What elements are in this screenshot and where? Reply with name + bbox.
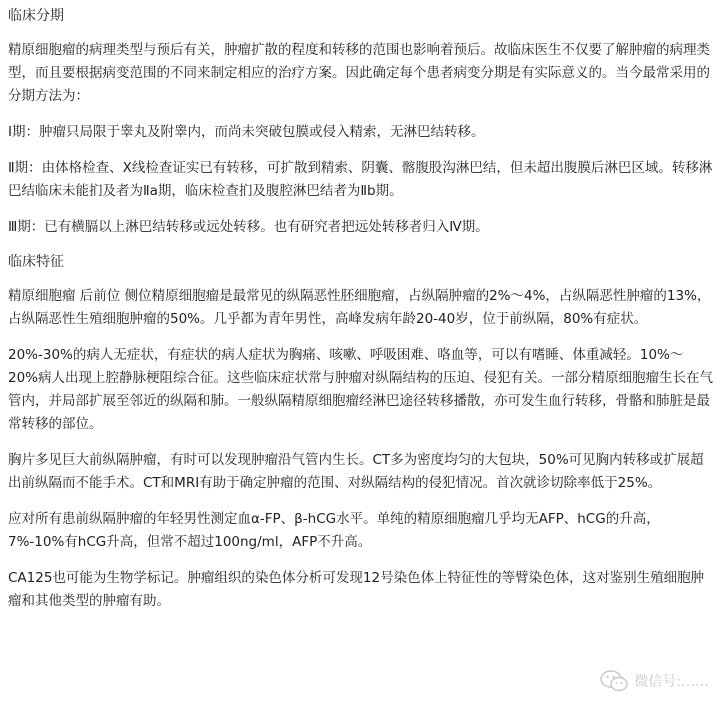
- features-paragraph-3: 胸片多见巨大前纵隔肿瘤，有时可以发现肿瘤沿气管内生长。CT多为密度均匀的大包块，50%可见胸内转移或扩展超出前纵隔而不能手术。CT和MRI有助于确定肿瘤的范围、对纵隔结构的侵犯情况。首次就诊切除率低于25%。: [8, 452, 704, 491]
- features-paragraph-5: CA125也可能为生物学标记。肿瘤组织的染色体分析可发现12号染色体上特征性的等臂染色体，这对鉴别生殖细胞肿瘤和其他类型的肿瘤有助。: [8, 570, 705, 609]
- watermark-text: 微信号:……: [634, 674, 709, 690]
- features-paragraph-4: 应对所有患前纵隔肿瘤的年轻男性测定血α-FP、β-hCG水平。单纯的精原细胞瘤几乎均无AFP、hCG的升高，7%-10%有hCG升高，但常不超过100ng/ml，AFP不升高。: [8, 511, 660, 550]
- stage-2-paragraph: Ⅱ期：由体格检查、X线检查证实已有转移，可扩散到精索、阴囊、髂腹股沟淋巴结，但未超出腹膜后淋巴区域。转移淋巴结临床未能扪及者为Ⅱa期，临床检查扪及腹腔淋巴结者为Ⅱb期。: [8, 160, 713, 199]
- section-title-clinical-features: 临床特征: [8, 254, 64, 270]
- features-paragraph-2: 20%-30%的病人无症状，有症状的病人症状为胸痛、咳嗽、呼吸困难、咯血等，可以有嗜睡、体重减轻。10%～20%病人出现上腔静脉梗阻综合征。这些临床症状常与肿瘤对纵隔结构的压迫、侵犯有关。一部分精原细胞瘤生长在气管内，并局部扩展至邻近的纵隔和肺。一般纵隔精原细胞瘤经淋巴途径转移播散，亦可发生血行转移，骨骼和肺脏是最常转移的部位。: [8, 347, 714, 432]
- features-paragraph-1: 精原细胞瘤 后前位 侧位精原细胞瘤是最常见的纵隔恶性胚细胞瘤，占纵隔肿瘤的2%～4%，占纵隔恶性肿瘤的13%，占纵隔恶性生殖细胞肿瘤的50%。几乎都为青年男性，高峰发病年龄20-40岁，位于前纵隔，80%有症状。: [8, 288, 711, 327]
- stage-3-paragraph: Ⅲ期：已有横膈以上淋巴结转移或远处转移。也有研究者把远处转移者归入Ⅳ期。: [8, 219, 489, 235]
- section-title-staging: 临床分期: [8, 8, 64, 24]
- staging-intro-paragraph: 精原细胞瘤的病理类型与预后有关，肿瘤扩散的程度和转移的范围也影响着预后。故临床医生不仅要了解肿瘤的病理类型，而且要根据病变范围的不同来制定相应的治疗方案。因此确定每个患者病变分期是有实际意义的。当今最常采用的分期方法为：: [8, 42, 710, 104]
- stage-1-paragraph: Ⅰ期：肿瘤只局限于睾丸及附睾内，而尚未突破包膜或侵入精索，无淋巴结转移。: [8, 124, 485, 140]
